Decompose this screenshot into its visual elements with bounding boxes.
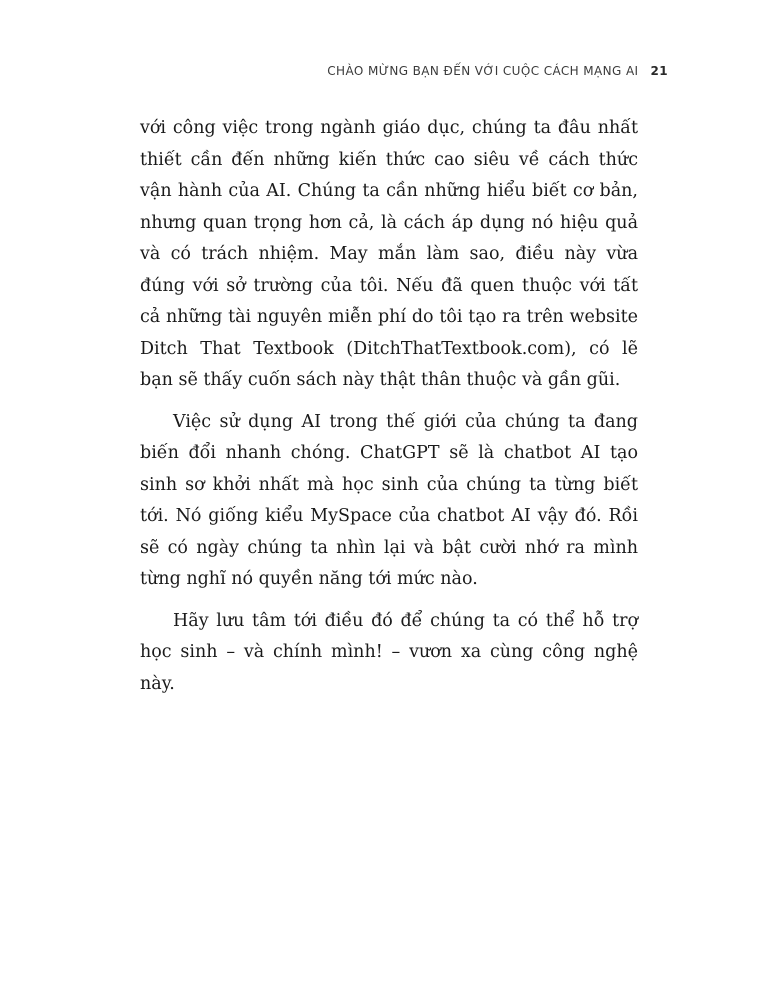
running-header xyxy=(300,64,668,78)
paragraph-closing: Hãy lưu tâm tới điều đó để chúng ta có thể hỗ trợ học sinh – và chính mình! – vươn xa cùng công nghệ này. xyxy=(140,610,638,694)
page-number: 21 xyxy=(650,64,668,78)
paragraph-continuation: với công việc trong ngành giáo dục, chúng ta đâu nhất thiết cần đến những kiến thức cao siêu về cách thức vận hành của AI. Chúng ta cần những hiểu biết cơ bản, nhưng quan trọng hơn cả, là cách áp dụng nó hiệu quả và có trách nhiệm. May mắn làm sao, điều này vừa đúng với sở trường của tôi. Nếu đã quen thuộc với tất cả những tài nguyên miễn phí do tôi tạo ra trên website Ditch That Textbook (DitchThatTextbook.com), có lẽ bạn sẽ thấy cuốn sách này thật thân thuộc và gần gũi. xyxy=(140,118,638,390)
running-title: CHÀO MỪNG BẠN ĐẾN VỚI CUỘC CÁCH MẠNG AI xyxy=(327,64,639,78)
body-text xyxy=(140,113,638,700)
paragraph-chatgpt: Việc sử dụng AI trong thế giới của chúng ta đang biến đổi nhanh chóng. ChatGPT sẽ là chatbot AI tạo sinh sơ khởi nhất mà học sinh của chúng ta từng biết tới. Nó giống kiểu MySpace của chatbot AI vậy đó. Rồi sẽ có ngày chúng ta nhìn lại và bật cười nhớ ra mình từng nghĩ nó quyền năng tới mức nào. xyxy=(140,411,638,589)
